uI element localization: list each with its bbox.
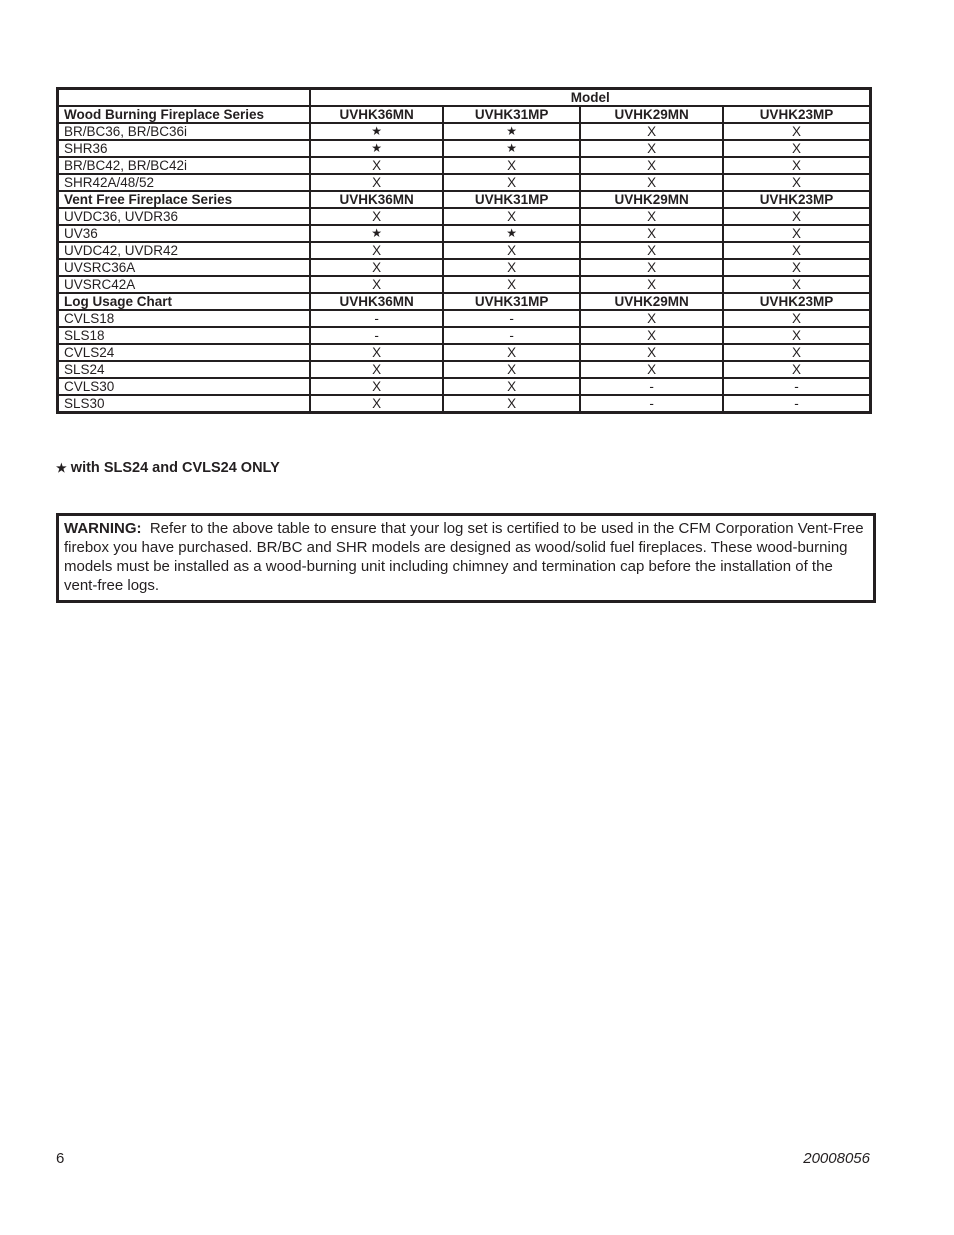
table-cell: X [723, 174, 871, 191]
table-cell: X [580, 327, 723, 344]
table-cell: X [580, 344, 723, 361]
table-row [58, 157, 871, 174]
table-cell: X [580, 259, 723, 276]
warning-label: WARNING: [64, 520, 142, 537]
table-cell: X [723, 344, 871, 361]
table-row [58, 208, 871, 225]
corner-cell [58, 89, 311, 107]
table-cell: X [723, 259, 871, 276]
table-cell: X [723, 225, 871, 242]
model-column-header: UVHK31MP [443, 191, 581, 208]
model-column-header: UVHK36MN [310, 293, 442, 310]
star-icon: ★ [310, 140, 442, 157]
document-number: 20008056 [803, 1150, 870, 1167]
table-cell: X [310, 395, 442, 413]
table-row [58, 327, 871, 344]
row-label: UVDC42, UVDR42 [58, 242, 311, 259]
row-label: SLS18 [58, 327, 311, 344]
star-icon: ★ [310, 225, 442, 242]
model-column-header: UVHK36MN [310, 106, 442, 123]
table-row [58, 378, 871, 395]
table-cell: X [310, 378, 442, 395]
table-row [58, 140, 871, 157]
table-cell: X [310, 259, 442, 276]
table-cell: X [310, 157, 442, 174]
model-column-header: UVHK29MN [580, 293, 723, 310]
table-cell: - [310, 327, 442, 344]
table-row [58, 242, 871, 259]
warning-box [56, 513, 876, 603]
table-cell: X [580, 174, 723, 191]
section-header-row [58, 293, 871, 310]
model-column-header: UVHK31MP [443, 106, 581, 123]
footnote-text: with SLS24 and CVLS24 ONLY [70, 460, 280, 476]
compatibility-table [56, 87, 872, 414]
warning-text: Refer to the above table to ensure that your log set is certified to be used in the CFM Corporation Vent-Free firebox you have purchased. BR/BC and SHR models are designed as wood/solid fuel fireplaces. These wood-burning models must be installed as a wood-burning unit including chimney and termination cap before the installation of the vent-free logs. [64, 520, 864, 594]
table-cell: X [580, 242, 723, 259]
row-label: BR/BC36, BR/BC36i [58, 123, 311, 140]
table-cell: X [723, 242, 871, 259]
table-cell: X [443, 208, 581, 225]
table-cell: X [723, 208, 871, 225]
table-cell: - [443, 310, 581, 327]
table-row [58, 310, 871, 327]
table-cell: X [310, 361, 442, 378]
row-label: UV36 [58, 225, 311, 242]
section-title: Vent Free Fireplace Series [58, 191, 311, 208]
table-cell: X [580, 123, 723, 140]
table-row [58, 174, 871, 191]
table-cell: X [443, 344, 581, 361]
table-cell: X [443, 276, 581, 293]
star-icon: ★ [310, 123, 442, 140]
footnote [56, 460, 280, 476]
model-header: Model [310, 89, 870, 107]
page-number: 6 [56, 1150, 65, 1167]
table-cell: X [443, 361, 581, 378]
model-column-header: UVHK23MP [723, 106, 871, 123]
table-cell: X [310, 174, 442, 191]
table-row [58, 123, 871, 140]
table-cell: X [580, 276, 723, 293]
table-row [58, 225, 871, 242]
row-label: CVLS24 [58, 344, 311, 361]
table-cell: X [723, 140, 871, 157]
star-icon: ★ [443, 123, 581, 140]
table-cell: - [723, 378, 871, 395]
model-column-header: UVHK29MN [580, 106, 723, 123]
row-label: SHR36 [58, 140, 311, 157]
table-cell: X [443, 378, 581, 395]
table-cell: X [443, 259, 581, 276]
table-cell: X [310, 208, 442, 225]
table-cell: X [580, 310, 723, 327]
model-header-row [58, 89, 871, 107]
table-cell: X [580, 157, 723, 174]
row-label: CVLS30 [58, 378, 311, 395]
row-label: UVSRC42A [58, 276, 311, 293]
table-row [58, 395, 871, 413]
model-column-header: UVHK29MN [580, 191, 723, 208]
star-icon: ★ [443, 140, 581, 157]
table-cell: - [580, 395, 723, 413]
section-title: Wood Burning Fireplace Series [58, 106, 311, 123]
model-column-header: UVHK36MN [310, 191, 442, 208]
table-row [58, 259, 871, 276]
row-label: SLS30 [58, 395, 311, 413]
model-column-header: UVHK31MP [443, 293, 581, 310]
row-label: UVDC36, UVDR36 [58, 208, 311, 225]
star-icon: ★ [443, 225, 581, 242]
row-label: UVSRC36A [58, 259, 311, 276]
table-cell: - [723, 395, 871, 413]
section-title: Log Usage Chart [58, 293, 311, 310]
table-cell: X [580, 140, 723, 157]
table-cell: - [580, 378, 723, 395]
section-header-row [58, 106, 871, 123]
table-cell: X [723, 310, 871, 327]
table-row [58, 361, 871, 378]
table-cell: X [580, 208, 723, 225]
table-row [58, 276, 871, 293]
table-cell: X [310, 276, 442, 293]
table-cell: X [580, 225, 723, 242]
model-column-header: UVHK23MP [723, 191, 871, 208]
table-row [58, 344, 871, 361]
table-cell: X [443, 395, 581, 413]
row-label: SHR42A/48/52 [58, 174, 311, 191]
table-cell: X [310, 344, 442, 361]
model-column-header: UVHK23MP [723, 293, 871, 310]
table-cell: X [310, 242, 442, 259]
table-cell: X [443, 242, 581, 259]
table-cell: X [443, 157, 581, 174]
table-cell: X [723, 123, 871, 140]
section-header-row [58, 191, 871, 208]
star-icon: ★ [56, 461, 67, 475]
table-cell: X [723, 327, 871, 344]
table-cell: - [310, 310, 442, 327]
row-label: CVLS18 [58, 310, 311, 327]
table-body [58, 89, 871, 413]
row-label: BR/BC42, BR/BC42i [58, 157, 311, 174]
table-cell: X [443, 174, 581, 191]
table-cell: - [443, 327, 581, 344]
table-cell: X [580, 361, 723, 378]
table-cell: X [723, 157, 871, 174]
row-label: SLS24 [58, 361, 311, 378]
table-cell: X [723, 361, 871, 378]
table-cell: X [723, 276, 871, 293]
